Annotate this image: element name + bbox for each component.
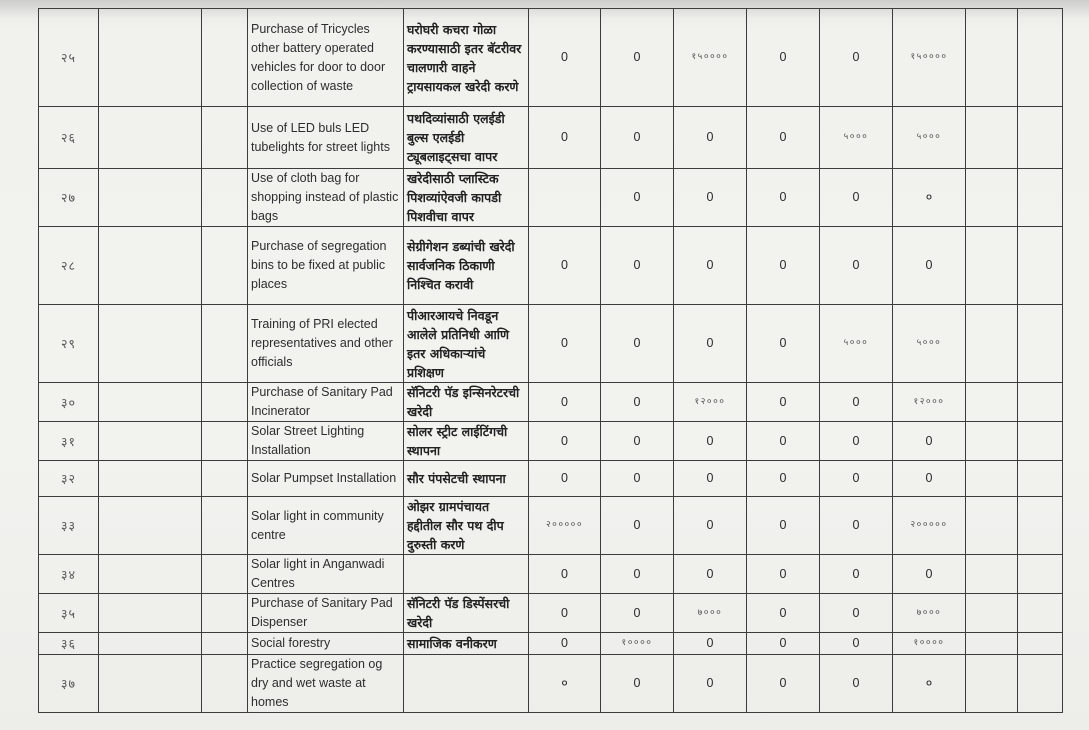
activity-english-cell: Social forestry xyxy=(248,633,404,655)
amount-cell: 0 xyxy=(747,461,820,497)
amount-cell: १५०००० xyxy=(674,9,747,107)
amount-cell: 0 xyxy=(820,169,893,227)
amount-cell: 0 xyxy=(674,422,747,461)
blank-cell xyxy=(966,655,1018,713)
blank-cell xyxy=(1018,305,1063,383)
blank-cell xyxy=(966,422,1018,461)
amount-cell: 0 xyxy=(674,107,747,169)
amount-cell: 0 xyxy=(893,422,966,461)
table-row xyxy=(39,633,1063,655)
amount-cell: 0 xyxy=(820,461,893,497)
amount-cell: 0 xyxy=(820,655,893,713)
serial-number-cell: ३३ xyxy=(39,497,99,555)
amount-cell: 0 xyxy=(601,383,674,422)
blank-cell xyxy=(966,9,1018,107)
amount-cell: 0 xyxy=(674,497,747,555)
blank-cell xyxy=(1018,461,1063,497)
activity-english-cell: Purchase of segregation bins to be fixed at public places xyxy=(248,227,404,305)
activity-english-cell: Purchase of Sanitary Pad Incinerator xyxy=(248,383,404,422)
amount-cell: 0 xyxy=(747,383,820,422)
table-row xyxy=(39,227,1063,305)
blank-cell xyxy=(99,107,202,169)
amount-cell: 0 xyxy=(529,555,601,594)
activity-marathi-cell: सॅनिटरी पॅड डिस्पेंसरची खरेदी xyxy=(404,594,529,633)
blank-cell xyxy=(202,497,248,555)
amount-cell: 0 xyxy=(747,594,820,633)
serial-number-cell: २७ xyxy=(39,169,99,227)
amount-cell: 0 xyxy=(601,497,674,555)
blank-cell xyxy=(202,227,248,305)
blank-cell xyxy=(966,227,1018,305)
blank-cell xyxy=(99,555,202,594)
blank-cell xyxy=(966,383,1018,422)
blank-cell xyxy=(202,655,248,713)
blank-cell xyxy=(99,594,202,633)
amount-cell: १२००० xyxy=(674,383,747,422)
serial-number-cell: ३२ xyxy=(39,461,99,497)
amount-cell: 0 xyxy=(601,555,674,594)
blank-cell xyxy=(1018,633,1063,655)
blank-cell xyxy=(99,497,202,555)
activity-english-cell: Solar light in Anganwadi Centres xyxy=(248,555,404,594)
amount-cell: 0 xyxy=(601,422,674,461)
blank-cell xyxy=(99,9,202,107)
activity-marathi-cell xyxy=(404,655,529,713)
serial-number-cell: ३० xyxy=(39,383,99,422)
amount-cell: ० xyxy=(529,655,601,713)
amount-cell: ५००० xyxy=(820,107,893,169)
amount-cell: 0 xyxy=(529,305,601,383)
table-body xyxy=(39,9,1063,713)
activity-marathi-cell xyxy=(404,555,529,594)
activity-marathi-cell: ओझर ग्रामपंचायत हद्दीतील सौर पथ दीप दुरुस्ती करणे xyxy=(404,497,529,555)
activity-marathi-cell: पीआरआयचे निवडून आलेले प्रतिनिधी आणि इतर अधिकाऱ्यांचे प्रशिक्षण xyxy=(404,305,529,383)
serial-number-cell: ३५ xyxy=(39,594,99,633)
amount-cell: 0 xyxy=(747,555,820,594)
amount-cell: 0 xyxy=(529,107,601,169)
amount-cell: 0 xyxy=(674,227,747,305)
amount-cell: 0 xyxy=(747,305,820,383)
serial-number-cell: २९ xyxy=(39,305,99,383)
table-row xyxy=(39,655,1063,713)
activity-english-cell: Use of LED buls LED tubelights for street lights xyxy=(248,107,404,169)
activity-english-cell: Practice segregation og dry and wet waste at homes xyxy=(248,655,404,713)
activity-english-cell: Training of PRI elected representatives and other officials xyxy=(248,305,404,383)
amount-cell: २००००० xyxy=(529,497,601,555)
amount-cell: 0 xyxy=(529,422,601,461)
activity-english-cell: Purchase of Sanitary Pad Dispenser xyxy=(248,594,404,633)
blank-cell xyxy=(966,461,1018,497)
blank-cell xyxy=(1018,169,1063,227)
blank-cell xyxy=(202,422,248,461)
activity-budget-table xyxy=(38,8,1063,713)
amount-cell: 0 xyxy=(601,655,674,713)
blank-cell xyxy=(202,594,248,633)
blank-cell xyxy=(1018,9,1063,107)
blank-cell xyxy=(202,633,248,655)
serial-number-cell: ३४ xyxy=(39,555,99,594)
blank-cell xyxy=(1018,594,1063,633)
table-row xyxy=(39,9,1063,107)
amount-cell: 0 xyxy=(601,461,674,497)
blank-cell xyxy=(1018,555,1063,594)
amount-cell: 0 xyxy=(820,497,893,555)
blank-cell xyxy=(1018,383,1063,422)
blank-cell xyxy=(99,227,202,305)
amount-cell: 0 xyxy=(529,461,601,497)
blank-cell xyxy=(966,305,1018,383)
amount-cell: 0 xyxy=(747,633,820,655)
amount-cell: ५००० xyxy=(893,107,966,169)
blank-cell xyxy=(99,169,202,227)
blank-cell xyxy=(202,461,248,497)
amount-cell: ० xyxy=(893,655,966,713)
blank-cell xyxy=(966,555,1018,594)
blank-cell xyxy=(202,169,248,227)
serial-number-cell: ३१ xyxy=(39,422,99,461)
blank-cell xyxy=(1018,655,1063,713)
serial-number-cell: ३७ xyxy=(39,655,99,713)
blank-cell xyxy=(1018,107,1063,169)
activity-english-cell: Solar Street Lighting Installation xyxy=(248,422,404,461)
blank-cell xyxy=(1018,422,1063,461)
amount-cell: 0 xyxy=(893,227,966,305)
amount-cell: 0 xyxy=(747,169,820,227)
amount-cell: 0 xyxy=(529,594,601,633)
table-row xyxy=(39,461,1063,497)
amount-cell: ५००० xyxy=(893,305,966,383)
table-row xyxy=(39,497,1063,555)
amount-cell: 0 xyxy=(674,633,747,655)
amount-cell: 0 xyxy=(747,497,820,555)
amount-cell: 0 xyxy=(747,227,820,305)
activity-marathi-cell: सोलर स्ट्रीट लाईटिंगची स्थापना xyxy=(404,422,529,461)
amount-cell: 0 xyxy=(747,655,820,713)
amount-cell: 0 xyxy=(601,305,674,383)
amount-cell: 0 xyxy=(747,107,820,169)
amount-cell: 0 xyxy=(747,9,820,107)
activity-english-cell: Solar light in community centre xyxy=(248,497,404,555)
blank-cell xyxy=(202,107,248,169)
activity-marathi-cell: सॅनिटरी पॅड इन्सिनरेटरची खरेदी xyxy=(404,383,529,422)
amount-cell: 0 xyxy=(601,594,674,633)
amount-cell: 0 xyxy=(747,422,820,461)
amount-cell: 0 xyxy=(674,555,747,594)
activity-english-cell: Solar Pumpset Installation xyxy=(248,461,404,497)
amount-cell: 0 xyxy=(674,305,747,383)
blank-cell xyxy=(966,594,1018,633)
amount-cell: ७००० xyxy=(674,594,747,633)
amount-cell: 0 xyxy=(893,555,966,594)
serial-number-cell: ३६ xyxy=(39,633,99,655)
blank-cell xyxy=(99,383,202,422)
amount-cell: 0 xyxy=(820,227,893,305)
table-row xyxy=(39,594,1063,633)
blank-cell xyxy=(99,633,202,655)
table-row xyxy=(39,422,1063,461)
amount-cell: २००००० xyxy=(893,497,966,555)
amount-cell: 0 xyxy=(820,555,893,594)
amount-cell: १०००० xyxy=(893,633,966,655)
blank-cell xyxy=(202,305,248,383)
table-row xyxy=(39,305,1063,383)
amount-cell: 0 xyxy=(820,594,893,633)
blank-cell xyxy=(1018,497,1063,555)
table-row xyxy=(39,169,1063,227)
activity-marathi-cell: खरेदीसाठी प्लास्टिक पिशव्यांऐवजी कापडी पिशवीचा वापर xyxy=(404,169,529,227)
blank-cell xyxy=(99,422,202,461)
amount-cell: 0 xyxy=(674,655,747,713)
amount-cell: 0 xyxy=(820,633,893,655)
activity-marathi-cell: सामाजिक वनीकरण xyxy=(404,633,529,655)
amount-cell: १२००० xyxy=(893,383,966,422)
amount-cell: ५००० xyxy=(820,305,893,383)
blank-cell xyxy=(966,497,1018,555)
blank-cell xyxy=(1018,227,1063,305)
amount-cell: ० xyxy=(893,169,966,227)
blank-cell xyxy=(99,461,202,497)
table-row xyxy=(39,555,1063,594)
activity-marathi-cell: सौर पंपसेटची स्थापना xyxy=(404,461,529,497)
activity-english-cell: Purchase of Tricycles other battery operated vehicles for door to door collection of waste xyxy=(248,9,404,107)
amount-cell: 0 xyxy=(601,169,674,227)
blank-cell xyxy=(99,305,202,383)
activity-marathi-cell: पथदिव्यांसाठी एलईडी बुल्स एलईडी ट्यूबलाइट्सचा वापर xyxy=(404,107,529,169)
serial-number-cell: २५ xyxy=(39,9,99,107)
serial-number-cell: २८ xyxy=(39,227,99,305)
amount-cell: १०००० xyxy=(601,633,674,655)
blank-cell xyxy=(99,655,202,713)
amount-cell: 0 xyxy=(820,383,893,422)
amount-cell: 0 xyxy=(820,422,893,461)
amount-cell: 0 xyxy=(529,633,601,655)
table-row xyxy=(39,383,1063,422)
blank-cell xyxy=(966,633,1018,655)
blank-cell xyxy=(202,9,248,107)
amount-cell: 0 xyxy=(601,227,674,305)
blank-cell xyxy=(202,383,248,422)
amount-cell: 0 xyxy=(601,107,674,169)
amount-cell: 0 xyxy=(820,9,893,107)
blank-cell xyxy=(966,107,1018,169)
blank-cell xyxy=(966,169,1018,227)
activity-marathi-cell: घरोघरी कचरा गोळा करण्यासाठी इतर बॅटरीवर चालणारी वाहने ट्रायसायकल खरेदी करणे xyxy=(404,9,529,107)
amount-cell: 0 xyxy=(601,9,674,107)
amount-cell: ७००० xyxy=(893,594,966,633)
table-row xyxy=(39,107,1063,169)
amount-cell: 0 xyxy=(674,461,747,497)
amount-cell: 0 xyxy=(529,383,601,422)
activity-english-cell: Use of cloth bag for shopping instead of plastic bags xyxy=(248,169,404,227)
amount-cell: 0 xyxy=(674,169,747,227)
amount-cell: 0 xyxy=(893,461,966,497)
serial-number-cell: २६ xyxy=(39,107,99,169)
amount-cell: 0 xyxy=(529,227,601,305)
amount-cell: 0 xyxy=(529,9,601,107)
activity-marathi-cell: सेग्रीगेशन डब्यांची खरेदी सार्वजनिक ठिकाणी निश्चित करावी xyxy=(404,227,529,305)
amount-cell: १५०००० xyxy=(893,9,966,107)
blank-cell xyxy=(202,555,248,594)
amount-cell xyxy=(529,169,601,227)
